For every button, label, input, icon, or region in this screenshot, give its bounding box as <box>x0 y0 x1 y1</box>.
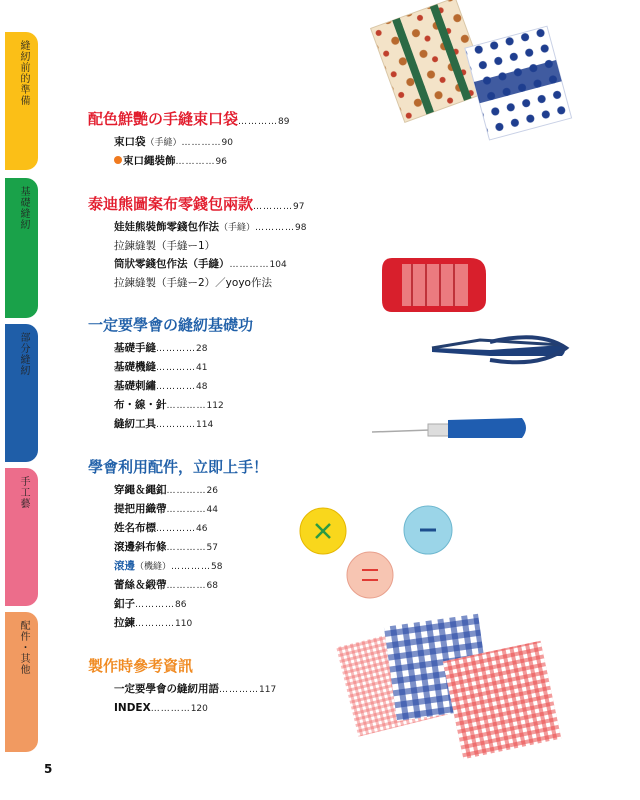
leader: ………… <box>253 202 294 212</box>
page-ref: 120 <box>190 704 208 714</box>
tab-label: 部分縫紉 <box>18 332 29 376</box>
leader: ………… <box>166 401 207 411</box>
leader: ………… <box>166 581 207 591</box>
item-note: （手縫） <box>219 223 256 233</box>
page-ref: 98 <box>295 223 307 233</box>
item-text: 束口袋 <box>114 136 146 148</box>
section-title[interactable] <box>88 456 388 477</box>
toc-item[interactable] <box>114 614 388 633</box>
page-ref: 97 <box>293 202 305 212</box>
toc-item[interactable] <box>114 133 388 152</box>
leader: ………… <box>255 223 296 233</box>
leader: ………… <box>181 138 222 148</box>
page-ref: 26 <box>206 486 218 496</box>
toc-item[interactable] <box>114 699 388 718</box>
section-title[interactable] <box>88 655 388 676</box>
leader: ………… <box>135 600 175 610</box>
tab-basic-sewing[interactable] <box>5 178 38 318</box>
toc-item[interactable] <box>114 415 388 434</box>
leader: ………… <box>175 157 216 167</box>
item-text: 基礎刺繡 <box>114 380 156 392</box>
tab-handicraft[interactable] <box>5 468 38 606</box>
leader: ………… <box>156 524 196 534</box>
page-ref: 117 <box>259 685 277 695</box>
leader: ………… <box>156 344 196 354</box>
page-number: 5 <box>44 762 53 776</box>
section-title[interactable] <box>88 193 388 214</box>
blue-gingham-swatch <box>384 614 491 721</box>
toc-item[interactable] <box>114 377 388 396</box>
page-ref: 41 <box>196 363 208 373</box>
toc-item[interactable] <box>114 519 388 538</box>
page-ref: 68 <box>206 581 218 591</box>
leader: ………… <box>166 505 207 515</box>
item-note: （機縫） <box>135 562 172 572</box>
red-gingham-swatch <box>443 641 562 760</box>
table-of-contents <box>88 108 388 718</box>
page-ref: 58 <box>211 562 223 572</box>
needle-threader-icon <box>382 258 486 312</box>
awl-icon <box>372 418 526 438</box>
page-ref: 110 <box>175 619 193 629</box>
item-text: INDEX <box>114 702 151 714</box>
leader: ………… <box>229 260 270 270</box>
item-text: 蕾絲＆緞帶 <box>114 579 167 591</box>
blue-floral-fabric-swatch <box>465 26 572 140</box>
leader: ………… <box>156 420 196 430</box>
section-title[interactable] <box>88 314 388 335</box>
item-text: 筒狀零錢包作法（手縫） <box>114 258 230 270</box>
item-text: 拉鍊縫製（手縫ー2）／yoyo作法 <box>114 277 272 289</box>
tab-label: 配件・其他 <box>18 620 29 675</box>
leader: ………… <box>135 619 175 629</box>
page-ref: 57 <box>206 543 218 553</box>
leader: ………… <box>238 117 279 127</box>
tab-accessories[interactable] <box>5 612 38 752</box>
toc-item[interactable] <box>114 255 388 274</box>
blue-button-icon <box>404 506 452 554</box>
page-ref: 114 <box>196 420 214 430</box>
item-text: 束口繩裝飾 <box>123 155 176 167</box>
page-ref: 46 <box>196 524 208 534</box>
leader: ………… <box>156 363 196 373</box>
leader: ………… <box>166 543 207 553</box>
leader: ………… <box>166 486 207 496</box>
bear-fabric-swatch <box>371 0 490 122</box>
toc-item[interactable] <box>114 576 388 595</box>
section-title[interactable] <box>88 108 388 129</box>
toc-item[interactable] <box>114 538 388 557</box>
page-ref: 44 <box>206 505 218 515</box>
item-text: 提把用織帶 <box>114 503 167 515</box>
toc-item[interactable] <box>114 396 388 415</box>
page-ref: 48 <box>196 382 208 392</box>
leader: ………… <box>219 685 259 695</box>
tab-label: 基礎縫紉 <box>18 186 29 230</box>
item-note: （手縫） <box>145 138 182 148</box>
page-ref: 112 <box>206 401 224 411</box>
tab-label: 手工藝 <box>18 476 29 509</box>
leader: ………… <box>171 562 212 572</box>
leader: ………… <box>150 704 191 714</box>
page-ref: 104 <box>269 260 287 270</box>
page-ref: 89 <box>278 117 290 127</box>
page-ref: 86 <box>175 600 187 610</box>
toc-item[interactable] <box>114 274 388 292</box>
item-text: 娃娃熊裝飾零錢包作法 <box>114 221 219 233</box>
toc-item[interactable] <box>114 557 388 576</box>
toc-item[interactable] <box>114 218 388 237</box>
tab-preparation[interactable] <box>5 32 38 170</box>
toc-item[interactable] <box>114 358 388 377</box>
section-title-text: 配色鮮艷の手縫束口袋 <box>88 110 239 128</box>
thread-snips-icon <box>432 337 566 362</box>
toc-item[interactable] <box>114 339 388 358</box>
item-text: 釦子 <box>114 598 135 610</box>
toc-item[interactable] <box>114 237 388 255</box>
item-text: 滾邊斜布條 <box>114 541 167 553</box>
item-text: 縫紉工具 <box>114 418 156 430</box>
tab-partial-sewing[interactable] <box>5 324 38 462</box>
page-ref: 90 <box>221 138 233 148</box>
item-text: 布・線・針 <box>114 399 167 411</box>
page-ref: 28 <box>196 344 208 354</box>
bullet-dot-icon <box>114 156 122 164</box>
item-text: 基礎機縫 <box>114 361 156 373</box>
section-title-text: 泰迪熊圖案布零錢包兩款 <box>88 195 254 213</box>
item-text: 拉鍊縫製（手縫ー1） <box>114 240 216 252</box>
toc-item[interactable] <box>114 595 388 614</box>
toc-item[interactable] <box>114 152 388 171</box>
section-title-text: 一定要學會の縫紉基礎功 <box>88 316 254 334</box>
item-text: 一定要學會の縫紉用語 <box>114 683 219 695</box>
toc-item[interactable] <box>114 500 388 519</box>
toc-item[interactable] <box>114 680 388 699</box>
page-ref: 96 <box>215 157 227 167</box>
item-text: 滾邊 <box>114 560 135 572</box>
section-title-text: 製作時參考資訊 <box>88 657 194 675</box>
section-title-text: 學會利用配件，立即上手！ <box>88 458 269 476</box>
leader: ………… <box>156 382 196 392</box>
toc-item[interactable] <box>114 481 388 500</box>
item-text: 基礎手縫 <box>114 342 156 354</box>
item-text: 拉鍊 <box>114 617 135 629</box>
item-text: 姓名布標 <box>114 522 156 534</box>
item-text: 穿繩＆繩釦 <box>114 484 167 496</box>
tab-label: 縫紉前的準備 <box>18 40 29 106</box>
